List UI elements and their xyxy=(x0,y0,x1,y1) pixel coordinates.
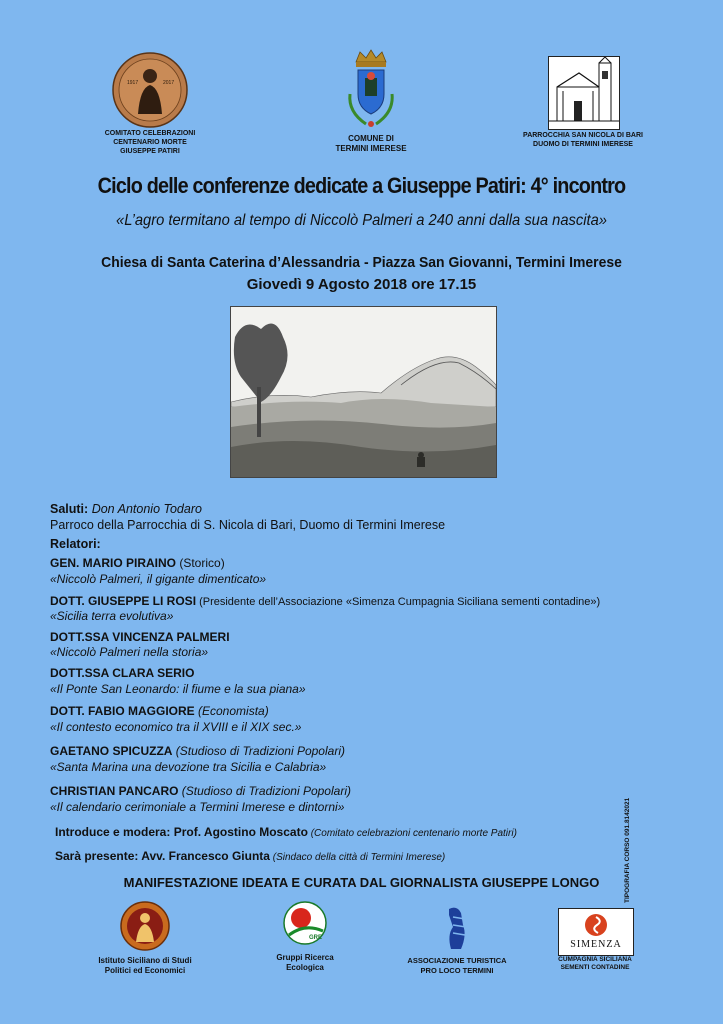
speaker-name: DOTT.SSA VINCENZA PALMERI xyxy=(50,630,230,644)
left-logo-caption: COMITATO CELEBRAZIONI CENTENARIO MORTE GIUSEPPE PATIRI xyxy=(104,130,196,155)
logo3-caption: ASSOCIAZIONE TURISTICA PRO LOCO TERMINI xyxy=(407,956,507,975)
speaker-role: (Studioso di Tradizioni Popolari) xyxy=(172,744,345,758)
present-label: Sarà presente: Avv. Francesco Giunta xyxy=(55,849,270,863)
speaker-name-line xyxy=(50,666,194,681)
speaker-name-line xyxy=(50,744,345,759)
logo1-caption: Istituto Siciliano di Studi Politici ed Economici xyxy=(98,956,192,975)
relatori-label: Relatori: xyxy=(50,537,101,551)
landscape-engraving xyxy=(230,306,497,478)
speaker-name: DOTT. FABIO MAGGIORE xyxy=(50,704,195,718)
speaker-name-line xyxy=(50,630,230,645)
speaker-name: GEN. MARIO PIRAINO xyxy=(50,556,177,570)
logo2-caption: Gruppi Ricerca Ecologica xyxy=(276,953,334,972)
speaker-talk: «Niccolò Palmeri nella storia» xyxy=(50,645,209,659)
saluti-role: Parroco della Parrocchia di S. Nicola di Bari, Duomo di Termini Imerese xyxy=(50,518,446,532)
pro-loco-logo xyxy=(441,905,471,951)
speaker-name-line xyxy=(50,594,600,610)
organizer-line: MANIFESTAZIONE IDEATA E CURATA DAL GIORNALISTA GIUSEPPE LONGO xyxy=(123,875,600,890)
logo4-caption: CUMPAGNIA SICILIANA SEMENTI CONTADINE xyxy=(558,956,632,971)
simenza-brand: SIMENZA xyxy=(570,939,622,950)
speaker-talk: «Santa Marina una devozione tra Sicilia e Calabria» xyxy=(50,760,327,774)
moderator-line xyxy=(55,825,517,841)
speaker-name: DOTT. GIUSEPPE LI ROSI xyxy=(50,594,197,608)
saluti-name: Don Antonio Todaro xyxy=(91,502,202,516)
year-end: 2017 xyxy=(163,80,175,86)
venue: Chiesa di Santa Caterina d’Alessandria - Piazza San Giovanni, Termini Imerese xyxy=(101,254,622,271)
subtitle: «L’agro termitano al tempo di Niccolò Palmeri a 240 anni dalla sua nascita» xyxy=(116,212,607,229)
printer-credit: TIPOGRAFIA CORSO 091.8142021 xyxy=(624,797,631,903)
speaker-talk: «Il Ponte San Leonardo: il fiume e la sua piana» xyxy=(50,682,306,696)
patiri-committee-logo xyxy=(112,52,188,128)
speaker-talk: «Sicilia terra evolutiva» xyxy=(50,609,174,623)
termini-coat-of-arms xyxy=(344,48,398,130)
speaker-talk: «Il contesto economico tra il XVIII e il XIX sec.» xyxy=(50,720,302,734)
present-line xyxy=(55,849,445,865)
speaker-talk: «Il calendario cerimoniale a Termini Imerese e dintorni» xyxy=(50,800,345,814)
speaker-role: (Presidente dell’Associazione «Simenza Cumpagnia Siciliana sementi contadine») xyxy=(196,596,601,608)
main-title: Ciclo delle conferenze dedicate a Giuseppe Patiri: 4° incontro xyxy=(97,173,626,198)
gre-logo xyxy=(283,901,327,945)
gre-mark: GRE xyxy=(309,935,323,941)
speaker-role: (Studioso di Tradizioni Popolari) xyxy=(178,784,351,798)
speaker-role: (Economista) xyxy=(194,704,269,718)
year-start: 1917 xyxy=(127,80,139,86)
speaker-name: CHRISTIAN PANCARO xyxy=(50,784,179,798)
center-logo-caption: COMUNE DI TERMINI IMERESE xyxy=(335,134,407,153)
speaker-name: DOTT.SSA CLARA SERIO xyxy=(50,666,195,680)
moderator-label: Introduce e modera: Prof. Agostino Moscato xyxy=(55,825,308,839)
present-role: (Sindaco della città di Termini Imerese) xyxy=(269,852,446,863)
speaker-name-line xyxy=(50,784,351,799)
speaker-talk: «Niccolò Palmeri, il gigante dimenticato» xyxy=(50,572,267,586)
saluti-line xyxy=(50,502,202,517)
moderator-role: (Comitato celebrazioni centenario morte Patiri) xyxy=(307,828,517,839)
speaker-name-line xyxy=(50,556,225,571)
simenza-logo xyxy=(558,908,634,956)
istituto-siciliano-logo xyxy=(120,900,170,952)
cathedral-drawing xyxy=(548,56,620,130)
speaker-role: (Storico) xyxy=(176,556,225,570)
speaker-name: GAETANO SPICUZZA xyxy=(50,744,173,758)
right-logo-caption: PARROCCHIA SAN NICOLA DI BARI DUOMO DI TERMINI IMERESE xyxy=(523,132,643,148)
date-time: Giovedì 9 Agosto 2018 ore 17.15 xyxy=(246,276,477,293)
saluti-label: Saluti: xyxy=(50,502,89,516)
speaker-name-line xyxy=(50,704,269,719)
